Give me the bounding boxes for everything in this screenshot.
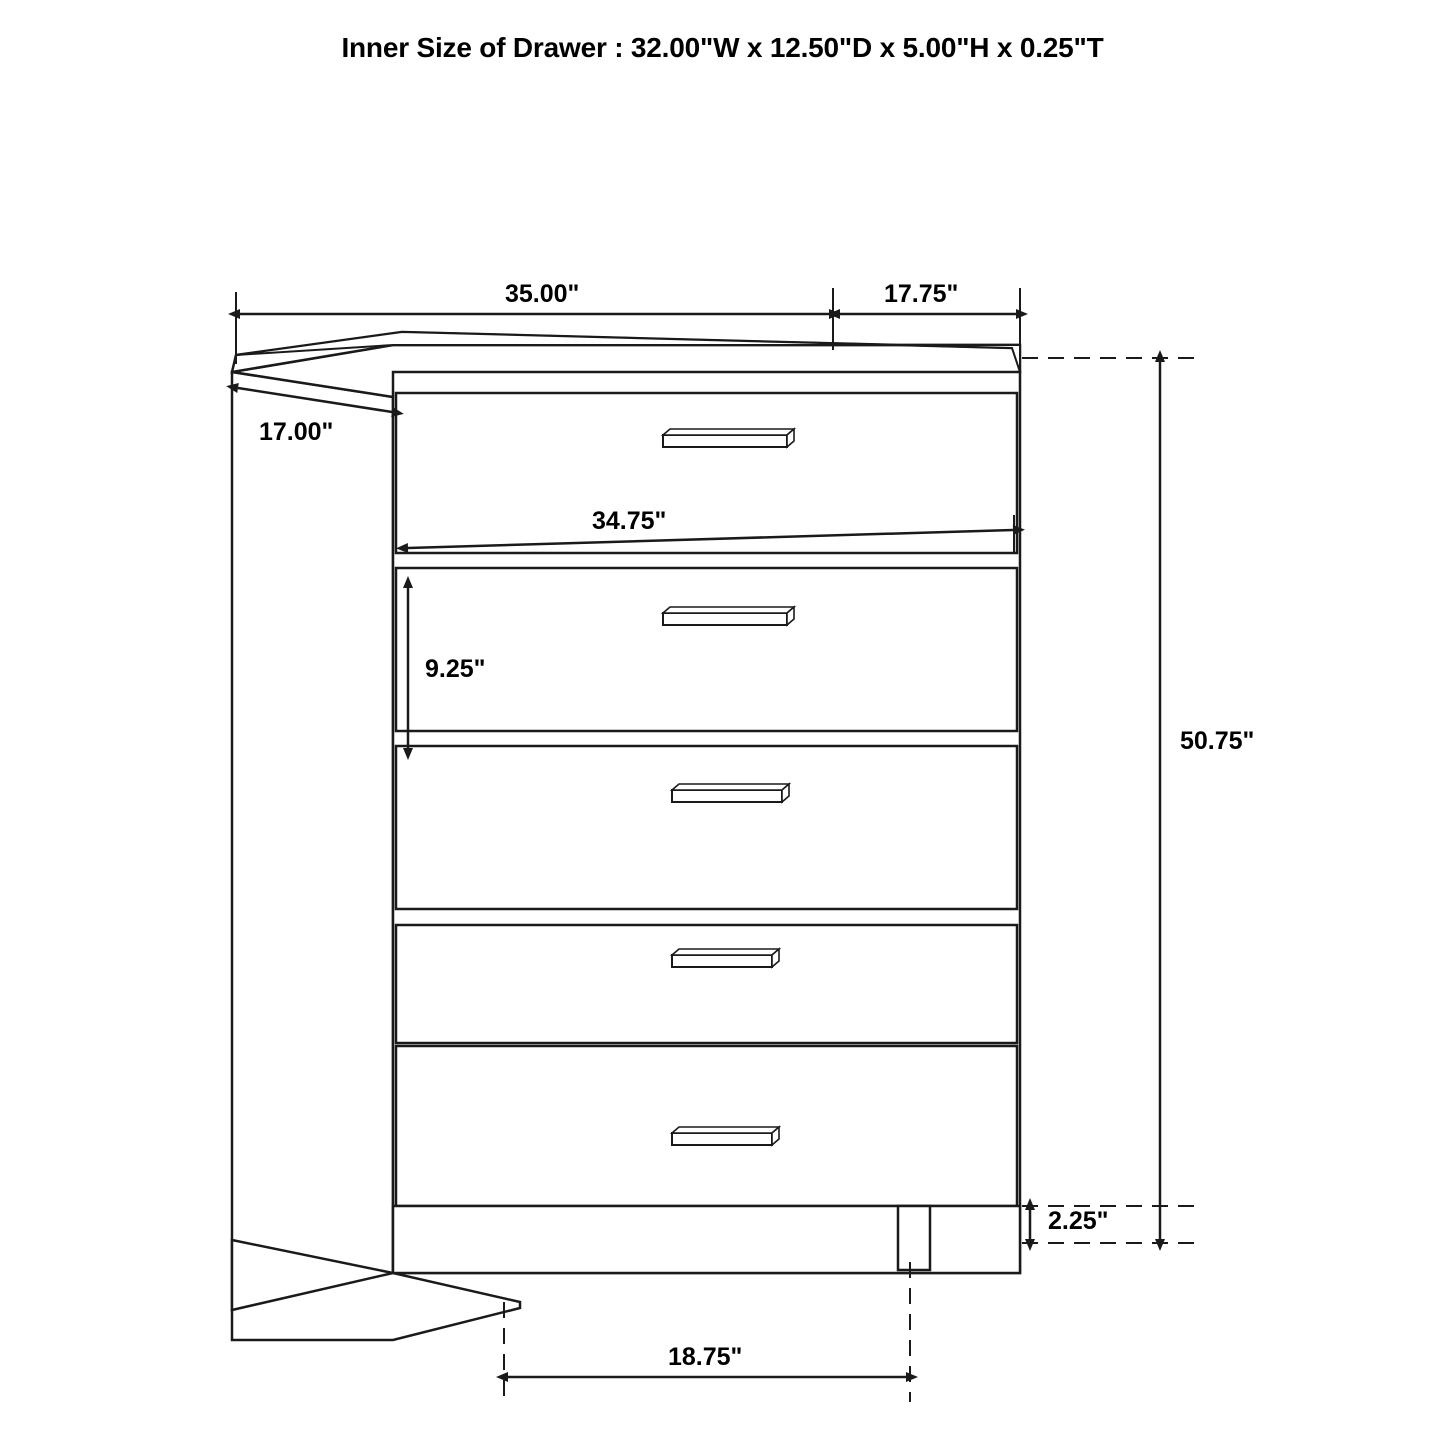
drawer-front-3 xyxy=(396,746,1017,909)
drawer-front-2 xyxy=(396,568,1017,731)
drawer-front-4 xyxy=(396,925,1017,1043)
dim-label-drawer-height: 9.25" xyxy=(425,655,486,683)
dim-label-leg-span: 18.75" xyxy=(668,1343,743,1371)
dim-label-depth-top: 17.00" xyxy=(259,418,334,446)
drawer-front-1 xyxy=(396,393,1017,553)
drawer-front-5 xyxy=(396,1046,1017,1206)
dim-label-width-front: 35.00" xyxy=(505,280,580,308)
page-title: Inner Size of Drawer : 32.00"W x 12.50"D x 5.00"H x 0.25"T xyxy=(341,32,1104,63)
dim-label-leg-height: 2.25" xyxy=(1048,1207,1109,1235)
dim-label-total-height: 50.75" xyxy=(1180,727,1255,755)
dim-label-drawer-width: 34.75" xyxy=(592,507,667,535)
dim-label-side-projection: 17.75" xyxy=(884,280,959,308)
chest-body xyxy=(232,332,1020,1340)
